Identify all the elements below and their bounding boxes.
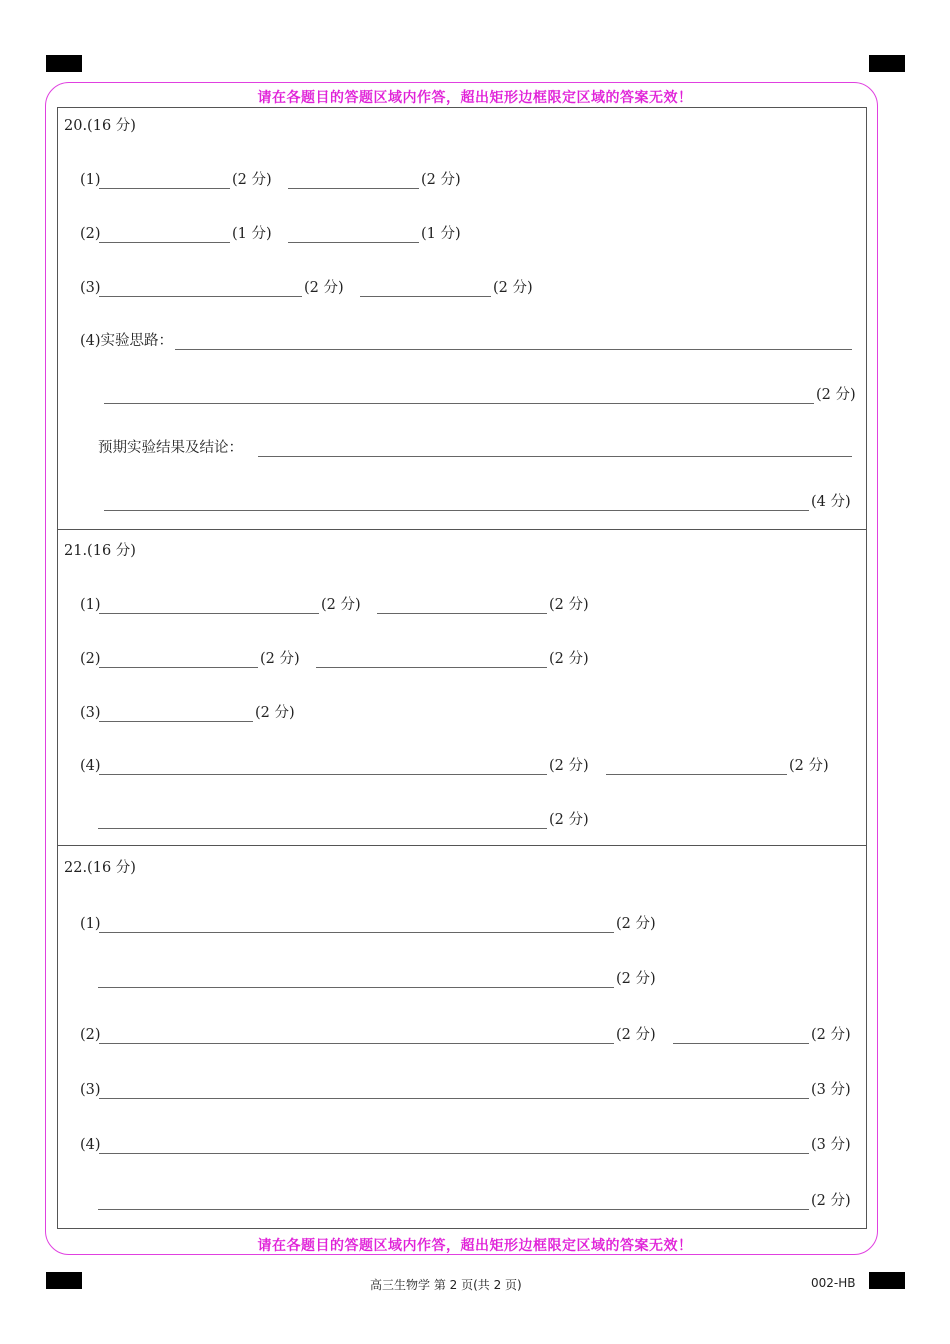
answer-line[interactable]	[288, 242, 419, 243]
answer-line[interactable]	[98, 828, 547, 829]
part-label: (4)	[80, 758, 101, 774]
answer-line[interactable]	[316, 667, 547, 668]
part-label: (4)	[80, 1137, 101, 1153]
score-label: (2 分)	[549, 758, 589, 774]
score-label: (2 分)	[616, 971, 656, 987]
answer-line[interactable]	[99, 721, 253, 722]
score-label: (2 分)	[421, 172, 461, 188]
score-label: (2 分)	[789, 758, 829, 774]
part-label: (1)	[80, 172, 101, 188]
footer-page-info: 高三生物学 第 2 页(共 2 页)	[370, 1278, 522, 1292]
score-label: (2 分)	[811, 1193, 851, 1209]
part-label: (1)	[80, 916, 101, 932]
score-label: (3 分)	[811, 1137, 851, 1153]
answer-line[interactable]	[99, 613, 319, 614]
answer-line[interactable]	[360, 296, 491, 297]
score-label: (2 分)	[811, 1027, 851, 1043]
answer-box	[57, 107, 867, 1229]
part-label: (2)	[80, 651, 101, 667]
score-label: (2 分)	[616, 916, 656, 932]
part-label: (3)	[80, 1082, 101, 1098]
alignment-marker-bottom-left	[46, 1272, 82, 1289]
part-label: (1)	[80, 597, 101, 613]
question-title: 20.(16 分)	[64, 118, 136, 134]
alignment-marker-top-left	[46, 55, 82, 72]
notice-top: 请在各题目的答题区域内作答，超出矩形边框限定区域的答案无效！	[257, 90, 693, 106]
question-title: 21.(16 分)	[64, 543, 136, 559]
answer-line[interactable]	[99, 774, 547, 775]
score-label: (2 分)	[549, 812, 589, 828]
score-label: (4 分)	[811, 494, 851, 510]
section-divider	[57, 845, 867, 846]
score-label: (3 分)	[811, 1082, 851, 1098]
answer-line[interactable]	[99, 932, 614, 933]
score-label: (2 分)	[549, 651, 589, 667]
answer-line[interactable]	[377, 613, 547, 614]
answer-line[interactable]	[104, 403, 814, 404]
score-label: (2 分)	[816, 387, 856, 403]
answer-line[interactable]	[98, 987, 614, 988]
part-label: (2)	[80, 1027, 101, 1043]
part-label: (2)	[80, 226, 101, 242]
answer-line[interactable]	[99, 188, 230, 189]
answer-line[interactable]	[99, 1098, 809, 1099]
answer-line[interactable]	[175, 349, 852, 350]
answer-line[interactable]	[104, 510, 809, 511]
answer-line[interactable]	[288, 188, 419, 189]
score-label: (2 分)	[232, 172, 272, 188]
answer-line[interactable]	[99, 1043, 614, 1044]
answer-line[interactable]	[99, 296, 302, 297]
score-label: (2 分)	[260, 651, 300, 667]
answer-line[interactable]	[258, 456, 852, 457]
prompt-label: 预期实验结果及结论：	[98, 440, 243, 456]
score-label: (2 分)	[304, 280, 344, 296]
footer-code: 002-HB	[811, 1276, 856, 1290]
answer-line[interactable]	[99, 667, 258, 668]
score-label: (2 分)	[255, 705, 295, 721]
part-label: (3)	[80, 705, 101, 721]
part-label: (3)	[80, 280, 101, 296]
alignment-marker-top-right	[869, 55, 905, 72]
score-label: (2 分)	[321, 597, 361, 613]
score-label: (1 分)	[232, 226, 272, 242]
part-label: (4)实验思路：	[80, 333, 174, 349]
score-label: (1 分)	[421, 226, 461, 242]
notice-bottom: 请在各题目的答题区域内作答，超出矩形边框限定区域的答案无效！	[257, 1238, 693, 1254]
score-label: (2 分)	[493, 280, 533, 296]
answer-line[interactable]	[99, 242, 230, 243]
score-label: (2 分)	[549, 597, 589, 613]
question-title: 22.(16 分)	[64, 860, 136, 876]
answer-line[interactable]	[99, 1153, 809, 1154]
score-label: (2 分)	[616, 1027, 656, 1043]
answer-line[interactable]	[673, 1043, 809, 1044]
answer-line[interactable]	[98, 1209, 809, 1210]
section-divider	[57, 529, 867, 530]
answer-line[interactable]	[606, 774, 787, 775]
alignment-marker-bottom-right	[869, 1272, 905, 1289]
